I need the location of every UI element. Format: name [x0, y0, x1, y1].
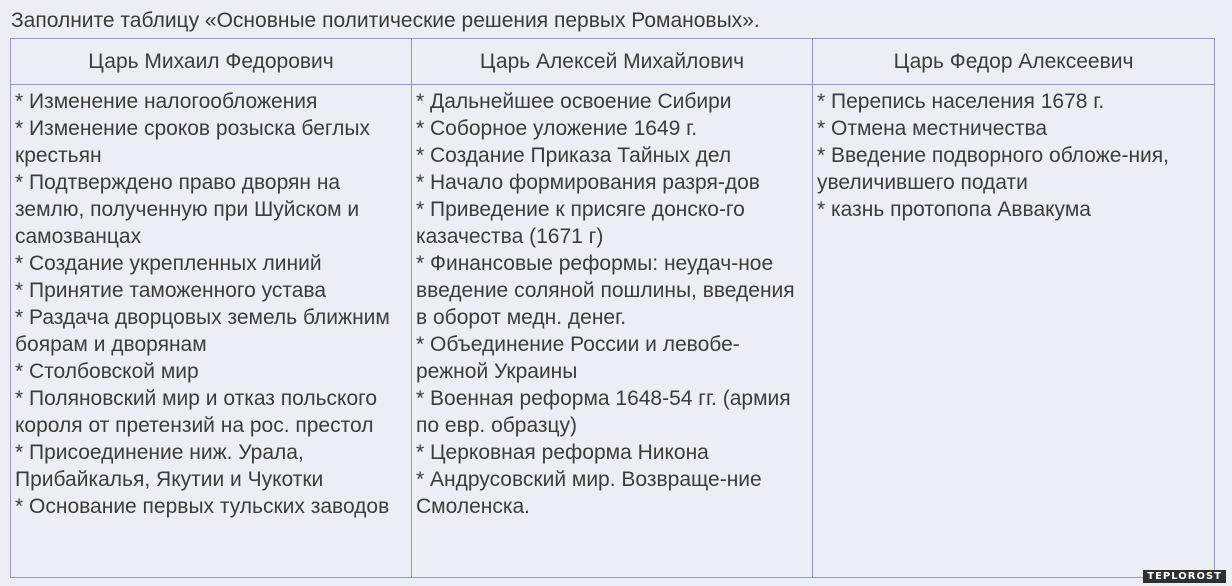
list-item: * Приведение к присяге донско-го казачества (1671 г) [416, 198, 745, 248]
list-item: * Военная реформа 1648-54 гг. (армия по евр. образцу) [416, 387, 791, 437]
list-item: * Объединение России и левобе-режной Украины [416, 333, 740, 383]
site-watermark: TEPLOROST [1143, 570, 1226, 583]
list-item: * Подтверждено право дворян на землю, полученную при Шуйском и самозванцах [15, 171, 360, 248]
table-header-row [11, 39, 1215, 85]
list-item: * Создание Приказа Тайных дел [416, 144, 732, 167]
list-item: * Перепись населения 1678 г. [817, 90, 1105, 113]
column-header-mikhail: Царь Михаил Федорович [11, 39, 412, 85]
list-item: * Создание укрепленных линий [15, 252, 322, 275]
list-item: * Столбовской мир [15, 360, 199, 383]
list-item: * Церковная реформа Никона [416, 441, 709, 464]
page-title: Заполните таблицу «Основные политические решения первых Романовых». [11, 9, 760, 32]
cell-fedor [813, 85, 1215, 578]
table-row [11, 85, 1215, 578]
list-item: * Изменение сроков розыска беглых крестьян [15, 117, 370, 167]
list-item: * Принятие таможенного устава [15, 279, 327, 302]
cell-alexei [412, 85, 813, 578]
list-item: * Начало формирования разря-дов [416, 171, 760, 194]
list-item: * Андрусовский мир. Возвраще-ние Смоленска. [416, 468, 762, 518]
column-header-alexei: Царь Алексей Михайлович [412, 39, 813, 85]
list-item: * Введение подворного обложе-ния, увеличившего подати [817, 144, 1169, 194]
list-item: * Отмена местничества [817, 117, 1048, 140]
list-item: * Изменение налогообложения [15, 90, 318, 113]
list-item: * Поляновский мир и отказ польского короля от претензий на рос. престол [15, 387, 378, 437]
list-item: * Дальнейшее освоение Сибири [416, 90, 732, 113]
column-header-fedor: Царь Федор Алексеевич [813, 39, 1215, 85]
list-item: * Финансовые реформы: неудач-ное введение соляной пошлины, введения в оборот медн. денег. [416, 252, 795, 329]
item-list-fedor [817, 88, 1210, 223]
list-item: * Соборное уложение 1649 г. [416, 117, 698, 140]
list-item: * Основание первых тульских заводов [15, 495, 390, 518]
list-item: * казнь протопопа Аввакума [817, 198, 1091, 221]
romanov-decisions-table [10, 38, 1215, 578]
item-list-mikhail [15, 88, 407, 520]
list-item: * Присоединение ниж. Урала, Прибайкалья, Якутии и Чукотки [15, 441, 324, 491]
cell-mikhail [11, 85, 412, 578]
item-list-alexei [416, 88, 808, 520]
list-item: * Раздача дворцовых земель ближним боярам и дворянам [15, 306, 390, 356]
